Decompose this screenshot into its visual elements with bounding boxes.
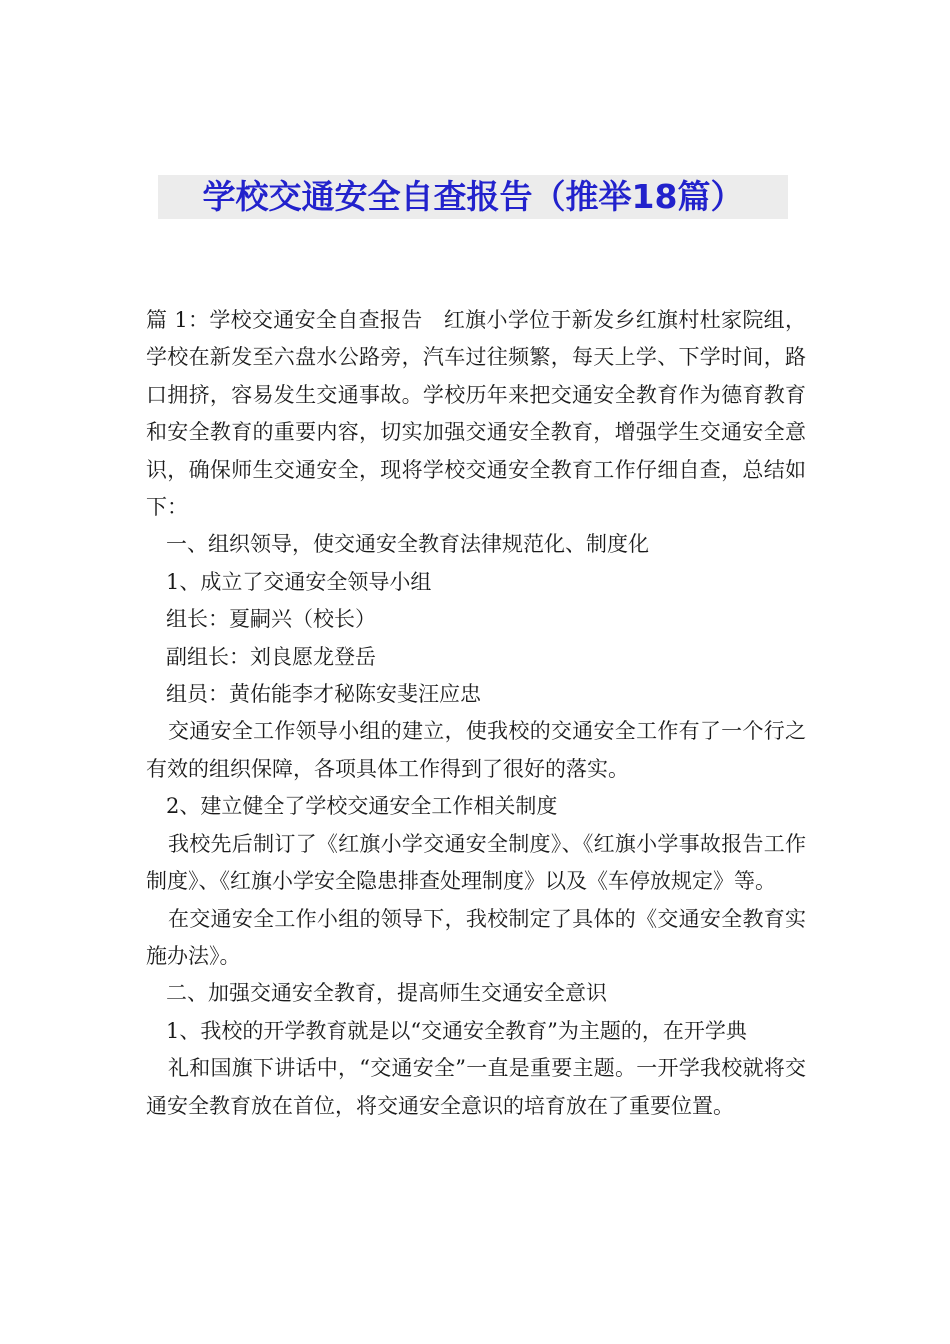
section-heading-1: 一、组织领导，使交通安全教育法律规范化、制度化 [166, 532, 649, 557]
paragraph-leadership: 交通安全工作领导小组的建立，使我校的交通安全工作有了一个行之有效的组织保障，各项具体工作得到了很好的落实。 [146, 719, 806, 781]
subsection-heading-2-1: 1、我校的开学教育就是以“交通安全教育”为主题的，在开学典 [166, 1018, 747, 1043]
deputy-group-leader: 副组长：刘良愿龙登岳 [166, 644, 376, 669]
document-title: 学校交通安全自查报告（推举18篇） [202, 177, 744, 216]
section-heading-2: 二、加强交通安全教育，提高师生交通安全意识 [166, 981, 607, 1006]
group-members: 组员：黄佑能李才秘陈安斐汪应忠 [166, 682, 481, 707]
title-highlight [158, 175, 788, 219]
paragraph-regulations: 我校先后制订了《红旗小学交通安全制度》、《红旗小学事故报告工作制度》、《红旗小学安全隐患排查处理制度》以及《车停放规定》等。 [146, 831, 806, 894]
group-leader: 组长：夏嗣兴（校长） [166, 607, 376, 632]
document-body [146, 302, 806, 1125]
subsection-heading-1-1: 1、成立了交通安全领导小组 [166, 569, 432, 594]
subsection-heading-1-2: 2、建立健全了学校交通安全工作相关制度 [166, 794, 558, 819]
paragraph-intro: 篇 1：学校交通安全自查报告 红旗小学位于新发乡红旗村杜家院组，学校在新发至六盘水公路旁，汽车过往频繁，每天上学、下学时间，路口拥挤，容易发生交通事故。学校历年来把交通安全教育作为德育教育和安全教育的重要内容，切实加强交通安全教育，增强学生交通安全意识，确保师生交通安全，现将学校交通安全教育工作仔细自查，总结如下： [146, 308, 806, 520]
paragraph-implementation: 在交通安全工作小组的领导下，我校制定了具体的《交通安全教育实施办法》。 [146, 906, 806, 968]
paragraph-opening-ceremony: 礼和国旗下讲话中，“交通安全”一直是重要主题。一开学我校就将交通安全教育放在首位，将交通安全意识的培育放在了重要位置。 [146, 1056, 806, 1118]
